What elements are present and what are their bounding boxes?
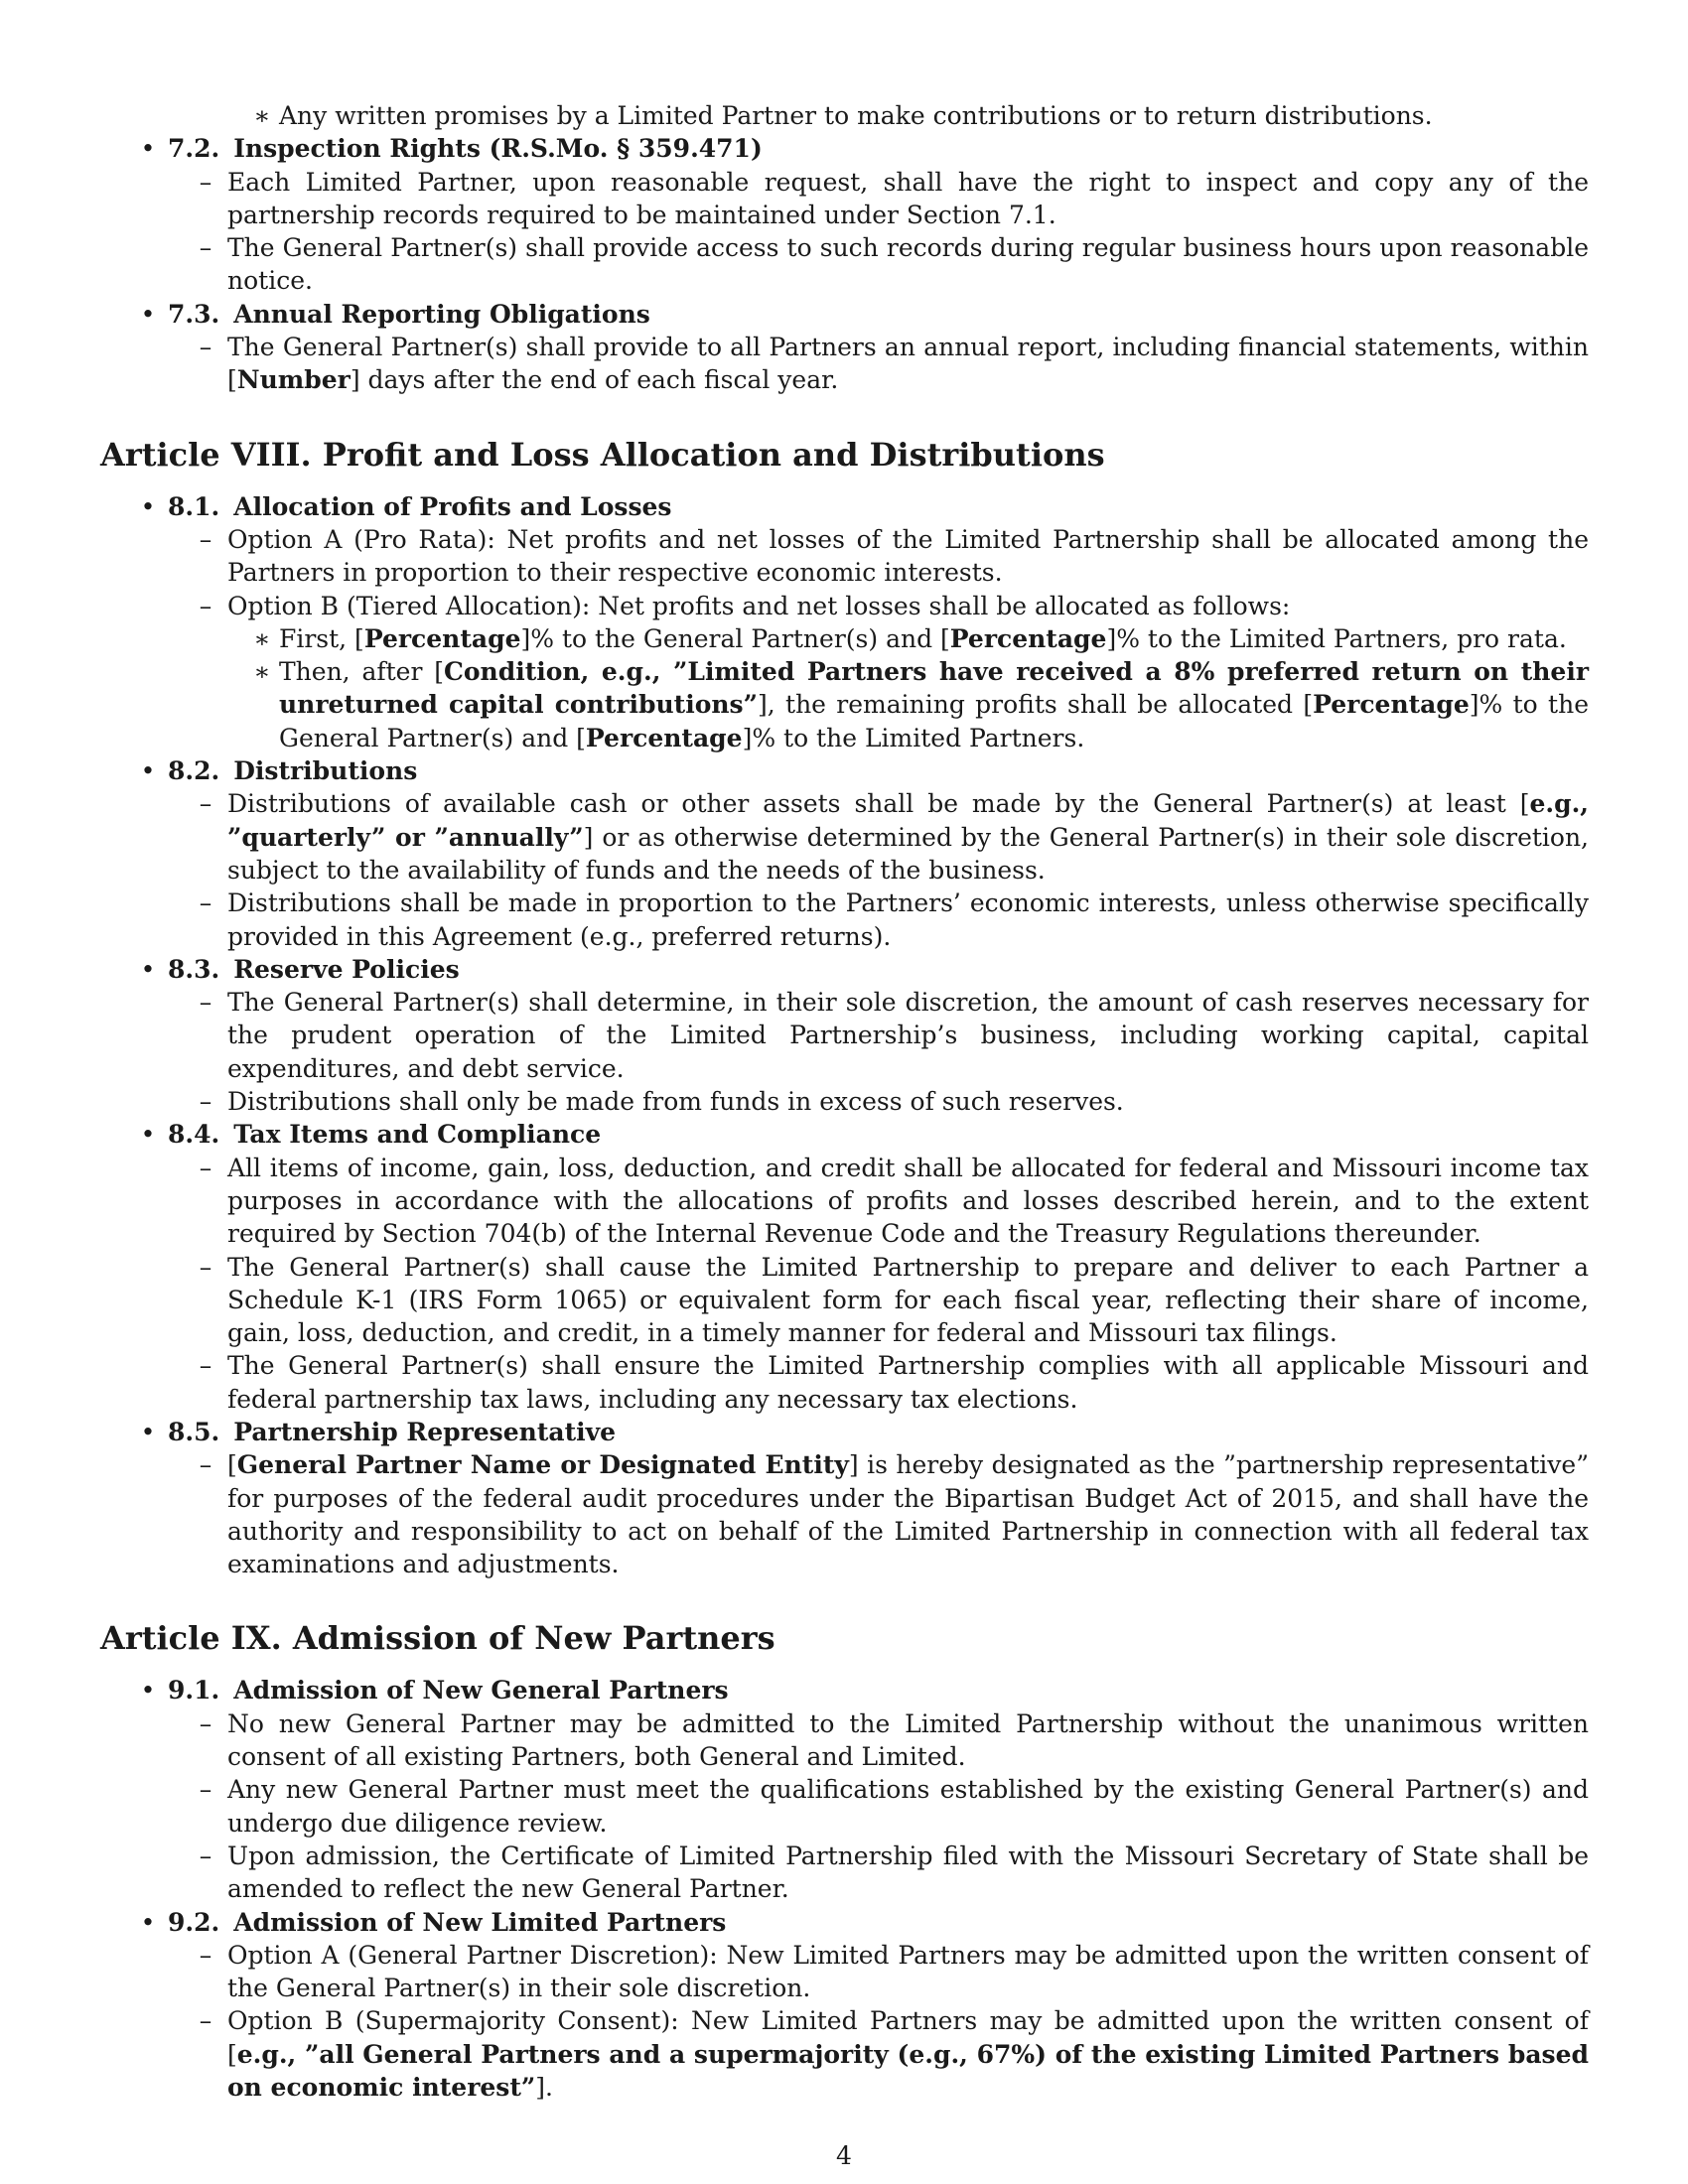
- section-8-3: [100, 953, 1589, 986]
- dash-bullet-icon: –: [199, 888, 212, 918]
- dash-bullet-icon: –: [199, 1841, 212, 1870]
- dash-bullet-icon: –: [199, 1775, 212, 1805]
- page-content: [100, 99, 1589, 2104]
- section-title: Tax Items and Compliance: [233, 1120, 602, 1150]
- list-item: ∗ First, [Percentage]% to the General Partner(s) and [Percentage]% to the Limited Partners, pro rata.: [100, 622, 1589, 655]
- dash-bullet-icon: –: [199, 333, 212, 362]
- section-9-1: [100, 1674, 1589, 1706]
- bullet-icon: •: [140, 299, 156, 329]
- dash-bullet-icon: –: [199, 988, 212, 1018]
- placeholder-field: Percentage: [949, 623, 1107, 653]
- section-9-2: [100, 1906, 1589, 1939]
- placeholder-field: General Partner Name or Designated Entity: [236, 1450, 849, 1480]
- list-item: – The General Partner(s) shall ensure the Limited Partnership complies with all applicable Missouri and federal partnership tax laws, including any necessary tax elections.: [100, 1349, 1589, 1416]
- star-bullet-icon: ∗: [253, 623, 271, 653]
- dash-bullet-icon: –: [199, 1450, 212, 1480]
- section-8-2: [100, 754, 1589, 787]
- bullet-icon: •: [140, 491, 156, 521]
- list-item: – Option B (Tiered Allocation): Net profits and net losses shall be allocated as follows:: [100, 590, 1589, 622]
- list-item: – The General Partner(s) shall determine, in their sole discretion, the amount of cash reserves necessary for the prudent operation of the Limited Partnership’s business, including working capital, capital expenditures, and debt service.: [100, 986, 1589, 1085]
- dash-bullet-icon: –: [199, 789, 212, 819]
- placeholder-field: e.g., ”quarterly” or ”annually”: [227, 789, 1589, 852]
- dash-bullet-icon: –: [199, 1153, 212, 1182]
- dash-bullet-icon: –: [199, 1351, 212, 1381]
- section-8-5: [100, 1416, 1589, 1448]
- section-title: Inspection Rights (R.S.Mo. § 359.471): [233, 134, 763, 164]
- list-item: – No new General Partner may be admitted to the Limited Partnership without the unanimous written consent of all existing Partners, both General and Limited.: [100, 1707, 1589, 1774]
- list-item: ∗ Any written promises by a Limited Partner to make contributions or to return distributions.: [100, 99, 1589, 132]
- section-number: 8.5.: [168, 1417, 220, 1446]
- list-item: – Option A (Pro Rata): Net profits and net losses of the Limited Partnership shall be allocated among the Partners in proportion to their respective economic interests.: [100, 523, 1589, 590]
- section-number: 8.3.: [168, 954, 220, 984]
- section-8-4: [100, 1118, 1589, 1151]
- section-title: Allocation of Profits and Losses: [233, 491, 672, 521]
- section-number: 8.1.: [168, 491, 220, 521]
- bullet-icon: •: [140, 756, 156, 786]
- section-title: Admission of New Limited Partners: [233, 1907, 727, 1937]
- section-title: Admission of New General Partners: [233, 1676, 729, 1706]
- list-item: – Upon admission, the Certificate of Limited Partnership filed with the Missouri Secretary of State shall be amended to reflect the new General Partner.: [100, 1840, 1589, 1906]
- list-item: – Option B (Supermajority Consent): New Limited Partners may be admitted upon the written consent of [e.g., ”all General Partners and a supermajority (e.g., 67%) of the existing Limited Partners based on economic interest”].: [100, 2004, 1589, 2104]
- bullet-icon: •: [140, 1120, 156, 1150]
- dash-bullet-icon: –: [199, 233, 212, 263]
- list-item: – The General Partner(s) shall provide access to such records during regular business hours upon reasonable notice.: [100, 231, 1589, 298]
- dash-bullet-icon: –: [199, 1708, 212, 1738]
- list-item: – [General Partner Name or Designated Entity] is hereby designated as the ”partnership representative” for purposes of the federal audit procedures under the Bipartisan Budget Act of 2015, and shall have the authority and responsibility to act on behalf of the Limited Partnership in connection with all federal tax examinations and adjustments.: [100, 1448, 1589, 1580]
- section-title: Distributions: [233, 756, 418, 786]
- section-8-1: [100, 490, 1589, 523]
- bullet-icon: •: [140, 1676, 156, 1706]
- placeholder-field: Number: [236, 365, 351, 395]
- dash-bullet-icon: –: [199, 1940, 212, 1970]
- bullet-icon: •: [140, 954, 156, 984]
- placeholder-field: Condition, e.g., ”Limited Partners have received a 8% preferred return on their unreturned capital contributions”: [279, 657, 1589, 720]
- list-item: – All items of income, gain, loss, deduction, and credit shall be allocated for federal and Missouri income tax purposes in accordance with the allocations of profits and losses described herein, and to the extent required by Section 704(b) of the Internal Revenue Code and the Treasury Regulations thereunder.: [100, 1152, 1589, 1251]
- section-title: Annual Reporting Obligations: [233, 299, 650, 329]
- section-number: 8.2.: [168, 756, 220, 786]
- placeholder-field: Percentage: [363, 623, 521, 653]
- article-heading: Article VIII. Profit and Loss Allocation and Distributions: [100, 435, 1105, 474]
- placeholder-field: Percentage: [1313, 690, 1470, 720]
- list-item: – Each Limited Partner, upon reasonable request, shall have the right to inspect and copy any of the partnership records required to be maintained under Section 7.1.: [100, 166, 1589, 232]
- dash-bullet-icon: –: [199, 1252, 212, 1282]
- list-item: – Distributions of available cash or other assets shall be made by the General Partner(s) at least [e.g., ”quarterly” or ”annually”] or as otherwise determined by the General Partner(s) in their sole discretion, subject to the availability of funds and the needs of the business.: [100, 787, 1589, 887]
- section-7-2: [100, 132, 1589, 165]
- list-item: – Distributions shall be made in proportion to the Partners’ economic interests, unless otherwise specifically provided in this Agreement (e.g., preferred returns).: [100, 887, 1589, 953]
- list-item: – Option A (General Partner Discretion): New Limited Partners may be admitted upon the written consent of the General Partner(s) in their sole discretion.: [100, 1939, 1589, 2005]
- list-item: – Any new General Partner must meet the qualifications established by the existing General Partner(s) and undergo due diligence review.: [100, 1773, 1589, 1840]
- section-number: 7.2.: [168, 134, 220, 164]
- section-number: 9.1.: [168, 1676, 220, 1706]
- dash-bullet-icon: –: [199, 524, 212, 554]
- section-number: 8.4.: [168, 1120, 220, 1150]
- article-heading: Article IX. Admission of New Partners: [100, 1619, 775, 1658]
- dash-bullet-icon: –: [199, 591, 212, 620]
- section-number: 9.2.: [168, 1907, 220, 1937]
- dash-bullet-icon: –: [199, 2006, 212, 2036]
- section-7-3: [100, 298, 1589, 331]
- placeholder-field: Percentage: [585, 723, 743, 752]
- bullet-icon: •: [140, 1907, 156, 1937]
- placeholder-field: e.g., ”all General Partners and a supermajority (e.g., 67%) of the existing Limited Partners based on economic interest”: [227, 2039, 1589, 2103]
- section-title: Reserve Policies: [233, 954, 460, 984]
- section-title: Partnership Representative: [233, 1417, 617, 1446]
- list-item: – Distributions shall only be made from funds in excess of such reserves.: [100, 1085, 1589, 1118]
- list-item: – The General Partner(s) shall cause the Limited Partnership to prepare and deliver to each Partner a Schedule K-1 (IRS Form 1065) or equivalent form for each fiscal year, reflecting their share of income, gain, loss, deduction, and credit, in a timely manner for federal and Missouri tax filings.: [100, 1251, 1589, 1350]
- dash-bullet-icon: –: [199, 167, 212, 197]
- bullet-icon: •: [140, 1417, 156, 1446]
- section-number: 7.3.: [168, 299, 220, 329]
- page-number: 4: [836, 2141, 852, 2170]
- star-bullet-icon: ∗: [253, 101, 271, 130]
- list-item: ∗ Then, after [Condition, e.g., ”Limited Partners have received a 8% preferred return on their unreturned capital contributions”], the remaining profits shall be allocated [Percentage]% to the General Partner(s) and [Percentage]% to the Limited Partners.: [253, 657, 1589, 752]
- star-bullet-icon: ∗: [253, 657, 271, 687]
- list-item: – The General Partner(s) shall provide to all Partners an annual report, including financial statements, within [Number] days after the end of each fiscal year.: [100, 331, 1589, 397]
- dash-bullet-icon: –: [199, 1087, 212, 1117]
- bullet-icon: •: [140, 134, 156, 164]
